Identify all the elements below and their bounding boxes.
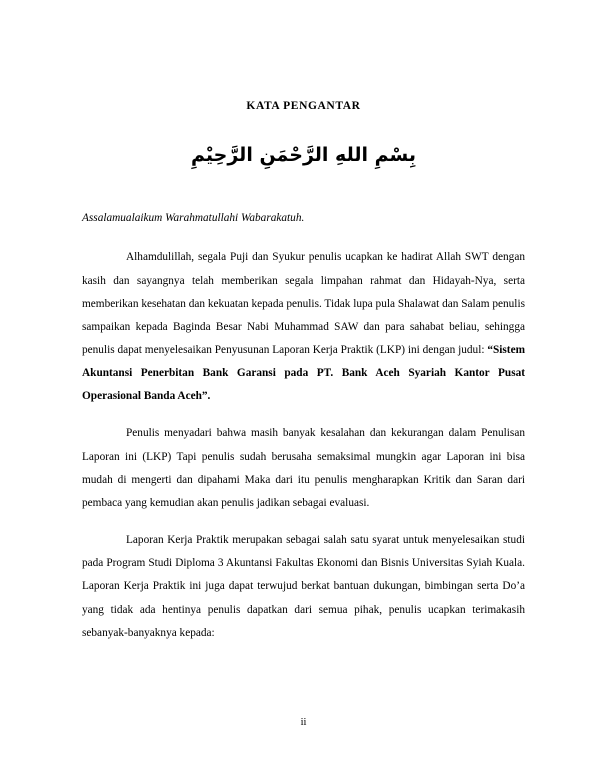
salutation-line: Assalamualaikum Warahmatullahi Wabarakatuh.	[82, 212, 305, 225]
basmalah-arabic-text: بِسْمِ اللهِ الرَّحْمَنِ الرَّحِيْمِ	[191, 144, 416, 166]
paragraph-2	[82, 422, 525, 515]
page-number: ii	[300, 717, 307, 728]
paragraph-1-emphasis: “Sistem Akuntansi Penerbitan Bank Garansi pada PT. Bank Aceh Syariah Kantor Pusat Operasional Banda Aceh”.	[82, 344, 525, 403]
paragraph-3-lead: Laporan Kerja Praktik merupakan sebagai salah satu syarat untuk menyelesaikan studi pada Program Studi Diploma 3 Akuntansi Fakultas Ekonomi dan Bisnis Universitas Syiah Kuala. Laporan Kerja Praktik ini juga dapat terwujud berkat bantuan dukungan, bimbingan serta Do’a yang tidak ada hentinya penulis dapatkan dari semua pihak, penulis ucapkan terimakasih sebanyak-banyaknya kepada:	[82, 534, 525, 639]
document-body	[82, 100, 525, 645]
page-title: KATA PENGANTAR	[246, 100, 361, 112]
paragraph-2-lead: Penulis menyadari bahwa masih banyak kesalahan dan kekurangan dalam Penulisan Laporan ini (LKP) Tapi penulis sudah berusaha semaksimal mungkin agar Laporan ini bisa mudah di mengerti dan dipahami Maka dari itu penulis mengharapkan Kritik dan Saran dari pembaca yang kemudian akan penulis jadikan sebagai evaluasi.	[82, 427, 525, 509]
paragraph-1-lead: Alhamdulillah, segala Puji dan Syukur penulis ucapkan ke hadirat Allah SWT dengan kasih dan sayangnya telah memberikan segala limpahan rahmat dan Hidayah-Nya, serta memberikan kesehatan dan kekuatan kepada penulis. Tidak lupa pula Shalawat dan Salam penulis sampaikan kepada Baginda Besar Nabi Muhammad SAW dan para sahabat beliau, sehingga penulis dapat menyelesaikan Penyusunan Laporan Kerja Praktik (LKP) ini dengan judul:	[82, 251, 525, 357]
paragraph-3	[82, 529, 525, 645]
paragraph-1	[82, 246, 525, 408]
